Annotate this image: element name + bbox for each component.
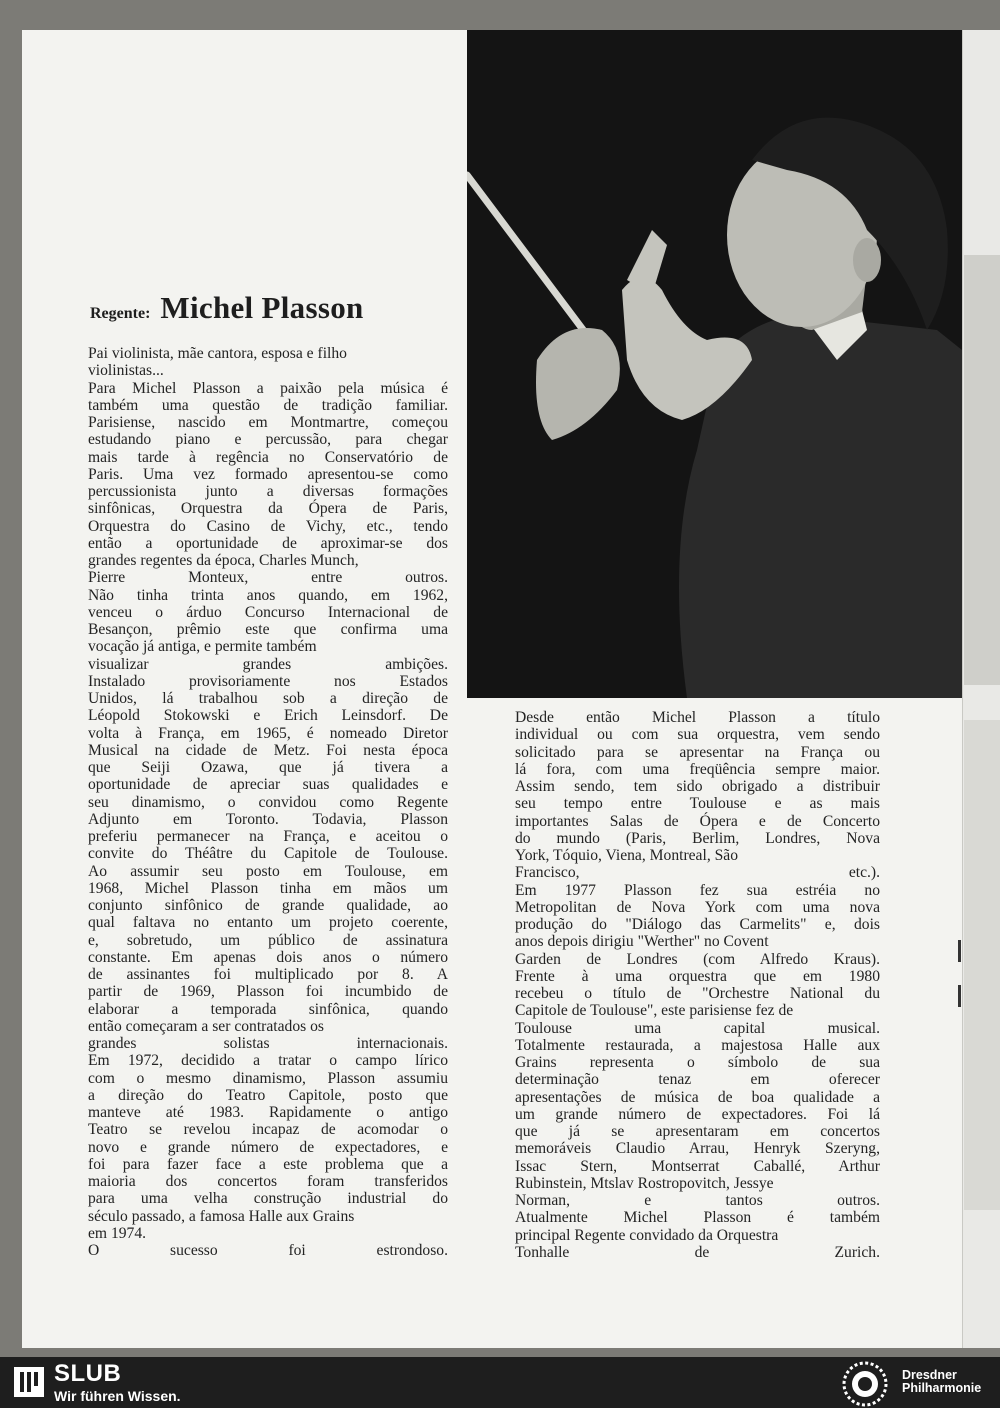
text-line: então a oportunidade de aproximar-se dos [88, 534, 448, 552]
text-line: Norman, e tantos outros. [515, 1192, 880, 1209]
text-line: convite do Théâtre du Capitole de Toulouse. [88, 845, 448, 863]
text-line: vocação já antiga, e permite também [88, 638, 317, 656]
text-line: percussionista junto a diversas formações [88, 483, 448, 500]
text-line: Orquestra do Casino de Vichy, etc., tendo [88, 517, 448, 535]
text-line: Francisco, etc.). [515, 864, 880, 882]
binding-mark [958, 985, 961, 1007]
article-column-right [515, 709, 880, 1261]
text-line: venceu o árduo Concurso Internacional de [88, 603, 448, 621]
text-line: preferiu permanecer na França, e aceitou o [88, 828, 448, 845]
text-line: O sucesso foi estrondoso. [88, 1242, 448, 1259]
slub-brand: SLUB [54, 1360, 122, 1387]
text-line: 1968, Michel Plasson tinha em mãos um [88, 879, 448, 897]
text-line: em 1974. [88, 1224, 147, 1242]
text-line: Pai violinista, mãe cantora, esposa e filho [88, 345, 347, 362]
text-line: Instalado provisoriamente nos Estados [88, 672, 448, 690]
text-line: e, sobretudo, um público de assinatura [88, 931, 448, 949]
text-line: individual ou com sua orquestra, vem sendo [515, 726, 880, 744]
heading-name: Michel Plasson [160, 290, 364, 325]
text-line: que já se apresentaram em concertos [515, 1123, 880, 1140]
text-line: Capitole de Toulouse", este parisiense fez de [515, 1002, 794, 1020]
text-line: elaborar a temporada sinfônica, quando [88, 1000, 448, 1018]
dp-line2: Philharmonie [902, 1381, 982, 1395]
text-line: importantes Salas de Ópera e de Concerto [515, 812, 880, 830]
dresdner-philharmonie-brand [902, 1369, 981, 1395]
text-line: século passado, a famosa Halle aux Grains [88, 1207, 355, 1225]
text-line: determinação tenaz em oferecer [515, 1071, 880, 1089]
text-line: Não tinha trinta anos quando, em 1962, [88, 586, 448, 604]
text-line: a direção do Teatro Capitole, posto que [88, 1086, 448, 1104]
binding-mark [958, 940, 961, 962]
text-line: novo e grande número de expectadores, e [88, 1138, 448, 1156]
text-line: Rubinstein, Mtslav Rostropovitch, Jessye [515, 1174, 774, 1192]
text-line: de assinantes foi multiplicado por 8. A [88, 966, 448, 983]
text-line: também uma questão de tradição familiar. [88, 396, 448, 414]
text-line: manteve até 1983. Rapidamente o antigo [88, 1104, 448, 1121]
text-line: Unidos, lá trabalhou sob a direção de [88, 690, 448, 707]
text-line: seu tempo entre Toulouse e as mais [515, 795, 880, 813]
text-line: Totalmente restaurada, a majestosa Halle aux [515, 1036, 880, 1054]
text-line: Atualmente Michel Plasson é também [515, 1209, 880, 1227]
text-line: Em 1977 Plasson fez sua estréia no [515, 881, 880, 899]
text-line: Grains representa o símbolo de sua [515, 1054, 880, 1071]
text-line: violinistas... [88, 362, 164, 380]
text-line: lá fora, com uma freqüência sempre maior. [515, 760, 880, 778]
text-line: Toulouse uma capital musical. [515, 1019, 880, 1037]
text-line: Pierre Monteux, entre outros. [88, 569, 448, 587]
slub-tagline: Wir führen Wissen. [54, 1388, 181, 1404]
text-line: Garden de Londres (com Alfredo Kraus). [515, 950, 880, 968]
text-line: volta à França, em 1965, é nomeado Diretor [88, 724, 448, 742]
text-line: York, Tóquio, Viena, Montreal, São [515, 847, 739, 864]
text-line: estudando piano e percussão, para chegar [88, 431, 448, 449]
text-line: Parisiense, nascido em Montmartre, começou [88, 414, 448, 431]
text-line: Ao assumir seu posto em Toulouse, em [88, 862, 448, 880]
text-line: Léopold Stokowski e Erich Leinsdorf. De [88, 707, 448, 725]
text-line: Teatro se revelou incapaz de acomodar o [88, 1121, 448, 1139]
text-line: mais tarde à regência no Conservatório de [88, 448, 448, 466]
dp-line1: Dresdner [902, 1368, 957, 1382]
heading-prefix: Regente: [90, 305, 151, 322]
text-line: recebeu o título de "Orchestre National du [515, 985, 880, 1002]
text-line: Besançon, prêmio este que confirma uma [88, 621, 448, 638]
text-line: para uma velha construção industrial do [88, 1190, 448, 1208]
text-line: Frente à uma orquestra que em 1980 [515, 967, 880, 985]
text-line: sinfônicas, Orquestra da Ópera de Paris, [88, 500, 448, 518]
dresdner-philharmonie-logo-icon [842, 1361, 888, 1407]
text-line: foi para fazer face a este problema que a [88, 1155, 448, 1173]
text-line: Metropolitan de Nova York com uma nova [515, 898, 880, 916]
text-line: Issac Stern, Montserrat Caballé, Arthur [515, 1157, 880, 1175]
text-line: constante. Em apenas dois anos o número [88, 948, 448, 966]
text-line: partir de 1969, Plasson foi incumbido de [88, 983, 448, 1001]
text-line: Para Michel Plasson a paixão pela música é [88, 379, 448, 397]
text-line: do mundo (Paris, Berlim, Londres, Nova [515, 829, 880, 847]
text-line: Musical na cidade de Metz. Foi nesta época [88, 741, 448, 759]
text-line: visualizar grandes ambições. [88, 655, 448, 673]
text-line: com o mesmo dinamismo, Plasson assumiu [88, 1069, 448, 1087]
conductor-photo [467, 30, 962, 698]
text-line: solicitado para se apresentar na França ou [515, 743, 880, 761]
text-line: grandes regentes da época, Charles Munch, [88, 552, 359, 569]
text-line: um grande número de expectadores. Foi lá [515, 1105, 880, 1123]
text-line: oportunidade de apreciar suas qualidades e [88, 776, 448, 794]
page-edge-tab [964, 720, 1000, 1210]
text-line: então começaram a ser contratados os [88, 1017, 324, 1035]
text-line: que Seiji Ozawa, que já tivera a [88, 759, 448, 776]
text-line: conjunto sinfônico de grande qualidade, ao [88, 897, 448, 914]
text-line: qual faltava no entanto um projeto coerente, [88, 914, 448, 932]
text-line: Adjunto em Toronto. Todavia, Plasson [88, 810, 448, 828]
article-heading [90, 290, 364, 326]
text-line: apresentações de música de boa qualidade a [515, 1088, 880, 1106]
text-line: Tonhalle de Zurich. [515, 1243, 880, 1261]
footer-bar [0, 1357, 1000, 1408]
page-edge-tab [964, 255, 1000, 685]
text-line: memoráveis Claudio Arrau, Henryk Szeryng, [515, 1140, 880, 1158]
text-line: seu dinamismo, o convidou como Regente [88, 793, 448, 811]
text-line: Assim sendo, tem sido obrigado a distribuir [515, 778, 880, 795]
text-line: Paris. Uma vez formado apresentou-se como [88, 465, 448, 483]
slub-logo-icon [14, 1367, 44, 1397]
text-line: anos depois dirigiu "Werther" no Covent [515, 933, 769, 951]
text-line: grandes solistas internacionais. [88, 1035, 448, 1052]
text-line: maioria dos concertos foram transferidos [88, 1173, 448, 1190]
text-line: produção do "Diálogo das Carmelits" e, dois [515, 916, 880, 933]
article-column-left [88, 345, 448, 1259]
text-line: Desde então Michel Plasson a título [515, 709, 880, 726]
text-line: Em 1972, decidido a tratar o campo lírico [88, 1052, 448, 1070]
text-line: principal Regente convidado da Orquestra [515, 1226, 779, 1244]
